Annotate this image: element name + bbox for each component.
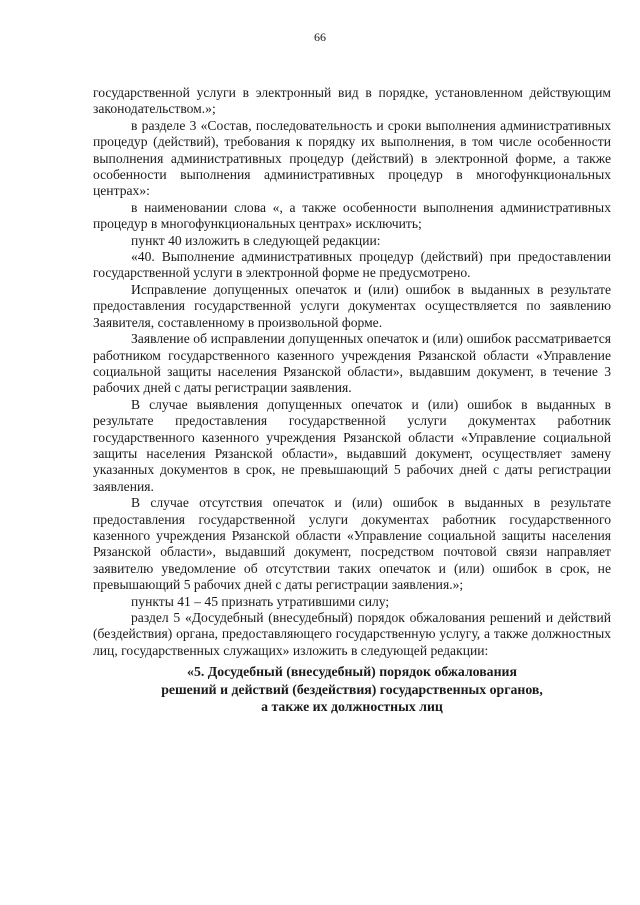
- section-heading-line: а также их должностных лиц: [261, 699, 443, 715]
- section-heading: [93, 663, 611, 716]
- paragraph: «40. Выполнение административных процедур (действий) при предоставлении государственной услуги в электронной форме не предусмотрено.: [93, 249, 611, 281]
- document-body: [93, 85, 611, 716]
- paragraph: пункт 40 изложить в следующей редакции:: [131, 232, 381, 248]
- paragraph: Заявление об исправлении допущенных опечаток и (или) ошибок рассматривается работником государственного казенного учреждения Рязанской области «Управление социальной защиты населения Рязанской области», выдавшим документ, в течение 3 рабочих дней с даты регистрации заявления.: [93, 331, 611, 396]
- paragraph: в разделе 3 «Состав, последовательность и сроки выполнения административных процедур (действий), требования к порядку их выполнения, в том числе особенности выполнения административных процедур (действий) в электронной форме, а также особенности выполнения административных процедур в многофункциональных центрах»:: [93, 117, 611, 199]
- paragraph: Исправление допущенных опечаток и (или) ошибок в выданных в результате предоставления государственной услуги документах осуществляется по заявлению Заявителя, составленному в произвольной форме.: [93, 281, 611, 330]
- paragraph: раздел 5 «Досудебный (внесудебный) порядок обжалования решений и действий (бездействия) органа, предоставляющего государственную услугу, а также должностных лиц, государственных служащих» изложить в следующей редакции:: [93, 610, 611, 658]
- page-number: 66: [314, 30, 326, 44]
- paragraph: в наименовании слова «, а также особенности выполнения административных процедур в многофункциональных центрах» исключить;: [93, 199, 611, 232]
- section-heading-line: решений и действий (бездействия) государственных органов,: [161, 681, 543, 697]
- paragraph: В случае выявления допущенных опечаток и (или) ошибок в выданных в результате предоставления государственной услуги документах работник государственного казенного учреждения Рязанской области «Управление социальной защиты населения Рязанской области», выдавший документ, осуществляет замену указанных документов в срок, не превышающий 5 рабочих дней с даты регистрации заявления.: [93, 396, 611, 494]
- paragraph: государственной услуги в электронный вид в порядке, установленном действующим законодательством.»;: [93, 85, 611, 117]
- paragraph: пункты 41 – 45 признать утратившими силу;: [131, 593, 390, 609]
- section-heading-line: «5. Досудебный (внесудебный) порядок обжалования: [187, 664, 517, 680]
- paragraph: В случае отсутствия опечаток и (или) ошибок в выданных в результате предоставления государственной услуги документах работник государственного казенного учреждения Рязанской области «Управление социальной защиты населения Рязанской области», выдавший документ, посредством почтовой связи направляет заявителю уведомление об отсутствии таких опечаток и (или) ошибок в срок, не превышающий 5 рабочих дней с даты регистрации заявления.»;: [93, 495, 611, 593]
